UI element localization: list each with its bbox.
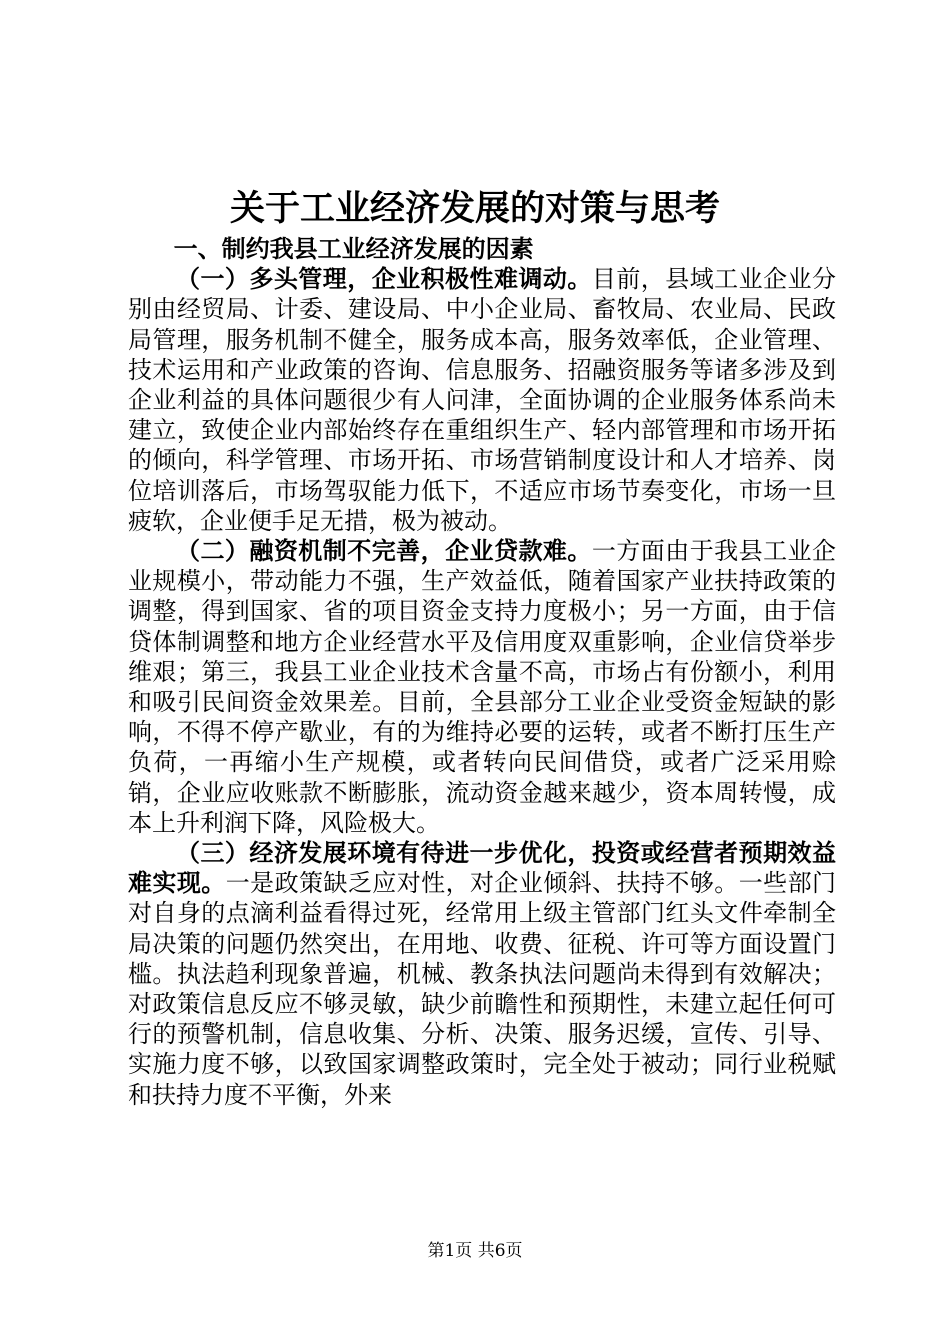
document-body — [128, 234, 836, 1110]
paragraph-1-lead: （一）多头管理，企业积极性难调动。 — [176, 264, 592, 294]
paragraph-2-text: 一方面由于我县工业企业规模小，带动能力不强，生产效益低，随着国家产业扶持政策的调整，得到国家、省的项目资金支持力度极小；另一方面，由于信贷体制调整和地方企业经营水平及信用度双重影响，企业信贷举步维艰；第三，我县工业企业技术含量不高，市场占有份额小，利用和吸引民间资金效果差。目前，全县部分工业企业受资金短缺的影响，不得不停产歇业，有的为维持必要的运转，或者不断打压生产负荷，一再缩小生产规模，或者转向民间借贷，或者广泛采用赊销，企业应收账款不断膨胀，流动资金越来越少，资本周转慢，成本上升利润下降，风险极大。 — [128, 537, 837, 837]
paragraph-3-lead: （三）经济发展环境有待进一步优化，投资或经营者预期效益难实现。 — [128, 838, 836, 898]
paragraph-3-text: 一是政策缺乏应对性，对企业倾斜、扶持不够。一些部门对自身的点滴利益看得过死，经常用上级主管部门红头文件牵制全局决策的问题仍然突出，在用地、收费、征税、许可等方面设置门槛。执法趋利现象普遍，机械、教条执法问题尚未得到有效解决；对政策信息反应不够灵敏，缺少前瞻性和预期性，未建立起任何可行的预警机制，信息收集、分析、决策、服务迟缓，宣传、引导、实施力度不够，以致国家调整政策时，完全处于被动；同行业税赋和扶持力度不平衡，外来 — [128, 869, 837, 1109]
paragraph-2 — [128, 536, 836, 838]
page-footer: 第1页 共6页 — [427, 1241, 523, 1261]
paragraph-3 — [128, 838, 836, 1110]
section-heading: 一、制约我县工业经济发展的因素 — [173, 234, 534, 263]
paragraph-2-lead: （二）融资机制不完善，企业贷款难。 — [176, 536, 592, 566]
paragraph-1-text: 目前，县域工业企业分别由经贸局、计委、建设局、中小企业局、畜牧局、农业局、民政局管理，服务机制不健全，服务成本高，服务效率低，企业管理、技术运用和产业政策的咨询、信息服务、招融资服务等诸多涉及到企业利益的具体问题很少有人问津，全面协调的企业服务体系尚未建立，致使企业内部始终存在重组织生产、轻内部管理和市场开拓的倾向，科学管理、市场开拓、市场营销制度设计和人才培养、岗位培训落后，市场驾驭能力低下，不适应市场节奏变化，市场一旦疲软，企业便手足无措，极为被动。 — [128, 265, 837, 535]
document-title: 关于工业经济发展的对策与思考 — [229, 188, 720, 229]
paragraph-1 — [128, 264, 836, 536]
